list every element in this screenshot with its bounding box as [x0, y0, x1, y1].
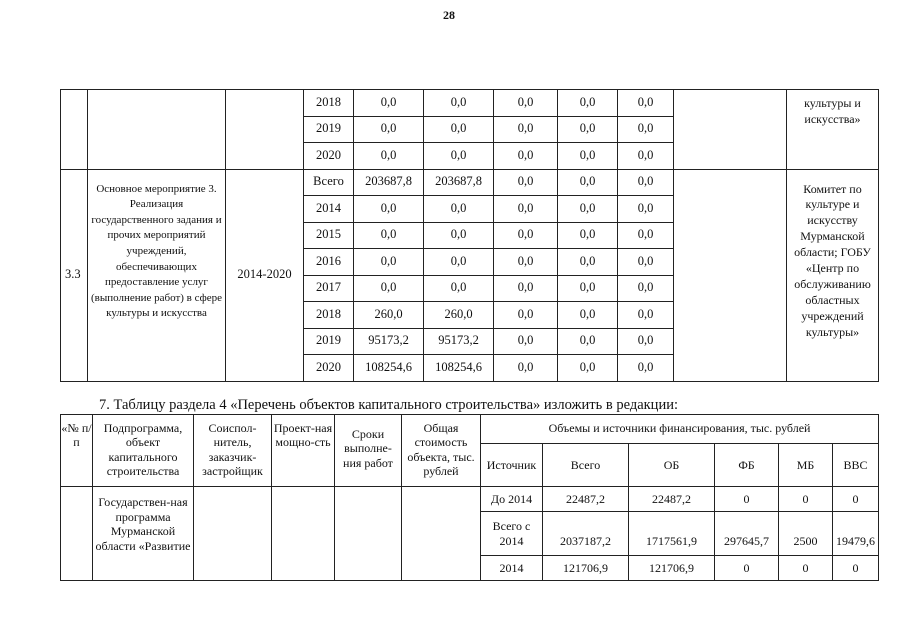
total-cell: 0,0: [354, 90, 424, 117]
year-cell: 2018: [304, 302, 354, 329]
fb-cell: 297645,7: [715, 512, 779, 556]
total-cell: 0,0: [354, 143, 424, 170]
page-number: 28: [443, 8, 455, 22]
mb-cell: 0,0: [558, 302, 618, 329]
ob-cell: 0,0: [424, 90, 494, 117]
item-number-cell: [61, 90, 88, 170]
fb-cell: 0,0: [494, 116, 558, 143]
fb-cell: 0: [715, 556, 779, 581]
total-cell: 95173,2: [354, 328, 424, 355]
terms-cell: [335, 487, 402, 581]
fb-cell: 0,0: [494, 222, 558, 249]
ob-cell: 1717561,9: [629, 512, 715, 556]
mb-cell: 0,0: [558, 116, 618, 143]
mb-cell: 0,0: [558, 169, 618, 196]
header-vbs: ВВС: [833, 444, 879, 487]
header-subprogram: Подпрограмма, объект капитального строительства: [93, 415, 194, 487]
year-cell: 2015: [304, 222, 354, 249]
mb-cell: 0,0: [558, 275, 618, 302]
fb-cell: 0: [715, 487, 779, 512]
ob-cell: 0,0: [424, 275, 494, 302]
period-cell: [226, 90, 304, 170]
period: 2014-2020: [226, 169, 304, 381]
funding-table-continued: [60, 89, 879, 382]
ob-cell: 22487,2: [629, 487, 715, 512]
header-no: «№ п/п: [61, 415, 93, 487]
total-cell: 0,0: [354, 249, 424, 276]
ob-cell: 0,0: [424, 222, 494, 249]
header-fb: ФБ: [715, 444, 779, 487]
vbs-cell: 0,0: [618, 302, 674, 329]
ob-cell: 0,0: [424, 196, 494, 223]
blank-cell: [674, 90, 787, 170]
source-cell: 2014: [481, 556, 543, 581]
source-cell: До 2014: [481, 487, 543, 512]
header-total: Всего: [543, 444, 629, 487]
mb-cell: 0,0: [558, 328, 618, 355]
total-cell: 108254,6: [354, 355, 424, 382]
program-name: Государствен-ная программа Мурманской области «Развитие: [93, 487, 194, 581]
activity-cell: [88, 90, 226, 170]
vbs-cell: 0,0: [618, 328, 674, 355]
header-coexecutor: Соиспол-нитель, заказчик-застройщик: [194, 415, 272, 487]
year-cell: 2016: [304, 249, 354, 276]
header-capacity: Проект-ная мощно-сть: [272, 415, 335, 487]
total-cell: 0,0: [354, 116, 424, 143]
header-source: Источник: [481, 444, 543, 487]
vbs-cell: 19479,6: [833, 512, 879, 556]
ob-cell: 260,0: [424, 302, 494, 329]
fb-cell: 0,0: [494, 90, 558, 117]
fb-cell: 0,0: [494, 196, 558, 223]
vbs-cell: 0,0: [618, 196, 674, 223]
cost-cell: [402, 487, 481, 581]
mb-cell: 0,0: [558, 196, 618, 223]
mb-cell: 0: [779, 556, 833, 581]
year-cell: 2019: [304, 116, 354, 143]
year-cell: Всего: [304, 169, 354, 196]
vbs-cell: 0: [833, 487, 879, 512]
year-cell: 2020: [304, 143, 354, 170]
ob-cell: 203687,8: [424, 169, 494, 196]
vbs-cell: 0,0: [618, 249, 674, 276]
mb-cell: 0,0: [558, 249, 618, 276]
capital-construction-table: [60, 414, 879, 581]
total-cell: 260,0: [354, 302, 424, 329]
total-cell: 0,0: [354, 275, 424, 302]
fb-cell: 0,0: [494, 143, 558, 170]
item-number: 3.3: [61, 169, 88, 381]
year-cell: 2017: [304, 275, 354, 302]
total-cell: 2037187,2: [543, 512, 629, 556]
ob-cell: 0,0: [424, 143, 494, 170]
source-cell: Всего с 2014: [481, 512, 543, 556]
section-7-heading: 7. Таблицу раздела 4 «Перечень объектов капитального строительства» изложить в редакции:: [99, 397, 678, 413]
executor-cell: культуры и искусства»: [787, 90, 879, 170]
header-terms: Сроки выполне-ния работ: [335, 415, 402, 487]
ob-cell: 108254,6: [424, 355, 494, 382]
vbs-cell: 0,0: [618, 222, 674, 249]
vbs-cell: 0: [833, 556, 879, 581]
year-cell: 2014: [304, 196, 354, 223]
vbs-cell: 0,0: [618, 355, 674, 382]
mb-cell: 2500: [779, 512, 833, 556]
fb-cell: 0,0: [494, 275, 558, 302]
total-cell: 0,0: [354, 222, 424, 249]
total-cell: 0,0: [354, 196, 424, 223]
ob-cell: 0,0: [424, 249, 494, 276]
mb-cell: 0,0: [558, 355, 618, 382]
mb-cell: 0,0: [558, 90, 618, 117]
year-cell: 2020: [304, 355, 354, 382]
executor-name: Комитет по культуре и искусству Мурманской области; ГОБУ «Центр по обслуживанию областных учреждений культуры»: [787, 169, 879, 381]
total-cell: 121706,9: [543, 556, 629, 581]
vbs-cell: 0,0: [618, 116, 674, 143]
activity-name: Основное мероприятие 3. Реализация государственного задания и прочих мероприятий учреждений, обеспечивающих предоставление услуг (выполнение работ) в сфере культуры и искусства: [88, 169, 226, 381]
blank-cell: [674, 169, 787, 381]
year-cell: 2019: [304, 328, 354, 355]
vbs-cell: 0,0: [618, 90, 674, 117]
vbs-cell: 0,0: [618, 169, 674, 196]
ob-cell: 95173,2: [424, 328, 494, 355]
capacity-cell: [272, 487, 335, 581]
fb-cell: 0,0: [494, 249, 558, 276]
header-cost: Общая стоимость объекта, тыс. рублей: [402, 415, 481, 487]
ob-cell: 0,0: [424, 116, 494, 143]
mb-cell: 0,0: [558, 143, 618, 170]
header-funding: Объемы и источники финансирования, тыс. рублей: [481, 415, 879, 444]
fb-cell: 0,0: [494, 355, 558, 382]
total-cell: 22487,2: [543, 487, 629, 512]
year-cell: 2018: [304, 90, 354, 117]
vbs-cell: 0,0: [618, 275, 674, 302]
coexecutor-cell: [194, 487, 272, 581]
ob-cell: 121706,9: [629, 556, 715, 581]
header-mb: МБ: [779, 444, 833, 487]
mb-cell: 0: [779, 487, 833, 512]
vbs-cell: 0,0: [618, 143, 674, 170]
fb-cell: 0,0: [494, 302, 558, 329]
total-cell: 203687,8: [354, 169, 424, 196]
header-ob: ОБ: [629, 444, 715, 487]
mb-cell: 0,0: [558, 222, 618, 249]
fb-cell: 0,0: [494, 328, 558, 355]
fb-cell: 0,0: [494, 169, 558, 196]
row-no-cell: [61, 487, 93, 581]
